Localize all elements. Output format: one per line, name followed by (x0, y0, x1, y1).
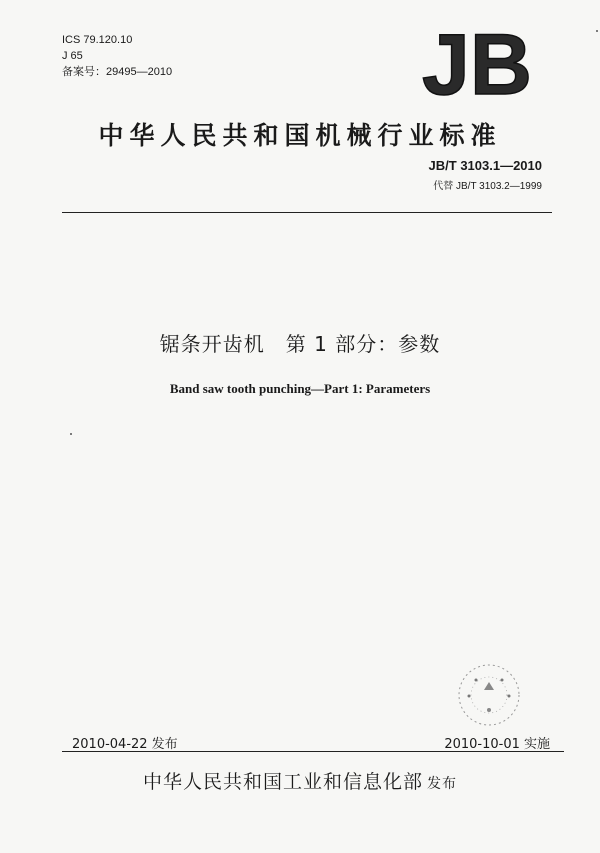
top-rule (62, 212, 552, 213)
scan-speck (70, 433, 72, 435)
replaces-number: JB/T 3103.2—1999 (456, 181, 542, 192)
replaces-note (433, 177, 542, 192)
document-title-english: Band saw tooth punching—Part 1: Parameters (169, 381, 431, 396)
document-title-chinese: 锯条开齿机 第 1 部分：参数 (159, 332, 441, 356)
ics-code: ICS 79.120.10 (62, 34, 133, 46)
replaces-label: 代替 (433, 181, 454, 192)
publisher-suffix: 发布 (427, 776, 457, 792)
official-seal-icon (454, 660, 524, 730)
bottom-rule (62, 751, 564, 752)
scan-speck (596, 30, 598, 32)
filing-label: 备案号： (62, 66, 106, 78)
publisher (0, 767, 600, 794)
filing-value: 29495—2010 (106, 66, 173, 78)
ccs-code: J 65 (62, 50, 83, 62)
industry-standard-title: 中华人民共和国机械行业标准 (98, 121, 502, 150)
implementation-date: 2010-10-01 实施 (444, 737, 550, 752)
jb-logo-text: JB (422, 26, 532, 102)
issue-date: 2010-04-22 发布 (72, 737, 178, 752)
standard-number: JB/T 3103.1—2010 (428, 158, 542, 173)
filing-number (62, 66, 172, 79)
publisher-name: 中华人民共和国工业和信息化部 (142, 771, 423, 793)
jb-logo (412, 26, 542, 102)
